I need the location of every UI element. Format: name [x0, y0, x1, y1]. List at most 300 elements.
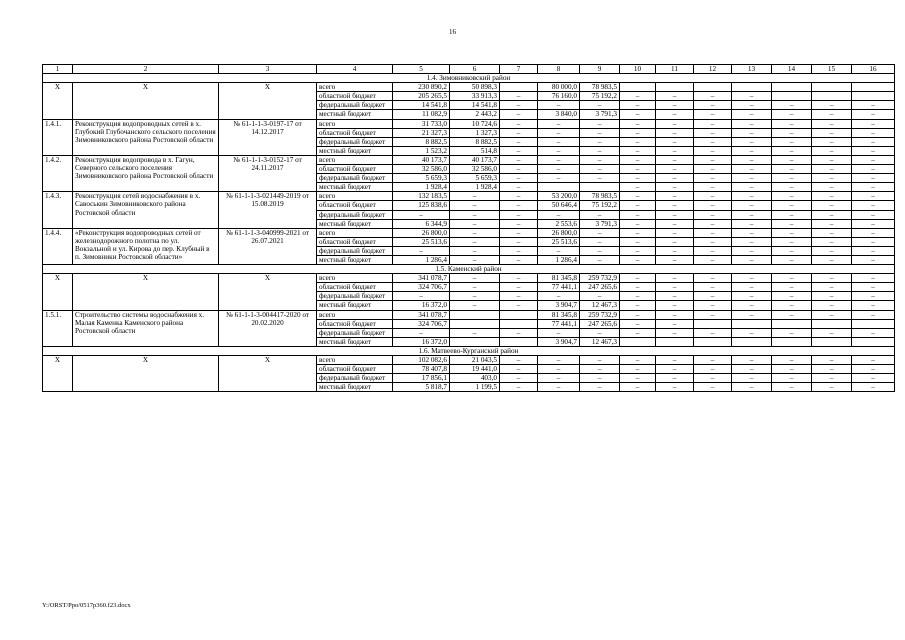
value-cell: 247 265,6	[580, 283, 620, 292]
value-cell: –	[694, 128, 732, 137]
column-number: 6	[450, 65, 500, 74]
value-cell: –	[812, 137, 852, 146]
value-cell: –	[620, 228, 656, 237]
value-cell: –	[620, 310, 656, 319]
value-cell: –	[852, 328, 895, 337]
value-cell: –	[538, 155, 580, 164]
value-cell: –	[656, 165, 694, 174]
value-cell: –	[656, 155, 694, 164]
value-cell: 75 192,2	[580, 92, 620, 101]
item-name: X	[73, 274, 219, 310]
value-cell: –	[620, 155, 656, 164]
value-cell: 1 286,4	[393, 255, 450, 264]
value-cell: –	[656, 192, 694, 201]
value-cell: 75 192,2	[580, 201, 620, 210]
value-cell: –	[620, 356, 656, 365]
value-cell: –	[812, 201, 852, 210]
value-cell: –	[812, 101, 852, 110]
section-row	[43, 265, 895, 274]
value-cell: 3 791,3	[580, 110, 620, 119]
value-cell: –	[538, 165, 580, 174]
value-cell: –	[694, 356, 732, 365]
value-cell: –	[694, 228, 732, 237]
value-cell: –	[812, 219, 852, 228]
value-cell: –	[500, 92, 538, 101]
item-document: № 61-1-1-3-040999-2021 от 26.07.2021	[219, 228, 317, 264]
value-cell: –	[772, 274, 812, 283]
value-cell: –	[852, 228, 895, 237]
value-cell: –	[656, 201, 694, 210]
funding-source: местный бюджет	[317, 219, 393, 228]
value-cell: 3 904,7	[538, 301, 580, 310]
value-cell: –	[732, 356, 772, 365]
value-cell: –	[852, 310, 895, 319]
item-number: 1.4.3.	[43, 192, 73, 228]
value-cell: –	[772, 101, 812, 110]
funding-source: федеральный бюджет	[317, 137, 393, 146]
value-cell	[580, 183, 620, 192]
value-cell	[694, 83, 732, 92]
value-cell: –	[620, 110, 656, 119]
column-number: 13	[732, 65, 772, 74]
value-cell: –	[580, 137, 620, 146]
value-cell	[772, 319, 812, 328]
value-cell: –	[812, 328, 852, 337]
value-cell: –	[580, 246, 620, 255]
value-cell: –	[500, 219, 538, 228]
column-number: 5	[393, 65, 450, 74]
value-cell: –	[580, 328, 620, 337]
section-row	[43, 346, 895, 355]
value-cell: –	[732, 137, 772, 146]
value-cell: –	[538, 365, 580, 374]
value-cell	[732, 83, 772, 92]
value-cell: 2 553,6	[538, 219, 580, 228]
value-cell: –	[500, 201, 538, 210]
value-cell: 16 372,0	[393, 337, 450, 346]
value-cell: 31 733,0	[393, 119, 450, 128]
value-cell: –	[694, 374, 732, 383]
value-cell: –	[732, 383, 772, 392]
value-cell: –	[450, 292, 500, 301]
table-row	[43, 228, 895, 237]
value-cell: –	[772, 183, 812, 192]
section-title: 1.4. Зимовниковский район	[43, 74, 895, 83]
value-cell: –	[500, 374, 538, 383]
column-number: 9	[580, 65, 620, 74]
value-cell: –	[852, 374, 895, 383]
file-path: Y:/ORST/Ppo/0517p360.f23.docx	[42, 602, 131, 609]
value-cell: 14 541,8	[393, 101, 450, 110]
value-cell: 21 327,3	[393, 128, 450, 137]
value-cell: –	[656, 92, 694, 101]
value-cell: 259 732,9	[580, 310, 620, 319]
item-document: № 61-1-1-3-021449-2019 от 15.08.2019	[219, 192, 317, 228]
value-cell: 81 345,8	[538, 310, 580, 319]
value-cell	[500, 310, 538, 319]
value-cell: –	[500, 228, 538, 237]
funding-source: всего	[317, 310, 393, 319]
value-cell: –	[656, 101, 694, 110]
funding-source: всего	[317, 155, 393, 164]
value-cell: 324 706,7	[393, 283, 450, 292]
value-cell: –	[538, 137, 580, 146]
value-cell: –	[538, 119, 580, 128]
value-cell: –	[500, 210, 538, 219]
value-cell: –	[580, 174, 620, 183]
value-cell: –	[620, 365, 656, 374]
value-cell: –	[852, 210, 895, 219]
funding-source: всего	[317, 356, 393, 365]
value-cell: –	[772, 201, 812, 210]
value-cell: –	[393, 328, 450, 337]
table-row	[43, 119, 895, 128]
value-cell: 1 523,2	[393, 146, 450, 155]
value-cell: –	[656, 210, 694, 219]
value-cell: 78 983,5	[580, 192, 620, 201]
column-number: 11	[656, 65, 694, 74]
value-cell: –	[852, 274, 895, 283]
value-cell: –	[450, 301, 500, 310]
value-cell: 230 890,2	[393, 83, 450, 92]
column-number: 15	[812, 65, 852, 74]
value-cell	[852, 83, 895, 92]
column-number: 1	[43, 65, 73, 74]
value-cell: –	[732, 228, 772, 237]
funding-source: местный бюджет	[317, 337, 393, 346]
value-cell: –	[852, 283, 895, 292]
value-cell: –	[812, 192, 852, 201]
funding-source: областной бюджет	[317, 128, 393, 137]
value-cell: –	[450, 192, 500, 201]
value-cell: 403,0	[450, 374, 500, 383]
section-title: 1.5. Каменский район	[43, 265, 895, 274]
table-row	[43, 192, 895, 201]
value-cell	[812, 92, 852, 101]
value-cell: 26 800,0	[538, 228, 580, 237]
value-cell: 125 838,6	[393, 201, 450, 210]
value-cell: –	[772, 310, 812, 319]
value-cell: –	[732, 110, 772, 119]
value-cell: –	[656, 383, 694, 392]
value-cell: –	[656, 374, 694, 383]
value-cell: –	[580, 292, 620, 301]
value-cell: –	[732, 201, 772, 210]
value-cell: –	[656, 228, 694, 237]
value-cell: –	[620, 137, 656, 146]
value-cell: 1 286,4	[538, 255, 580, 264]
funding-source: местный бюджет	[317, 110, 393, 119]
value-cell: –	[812, 246, 852, 255]
value-cell: 205 265,5	[393, 92, 450, 101]
value-cell: –	[393, 210, 450, 219]
value-cell: –	[580, 374, 620, 383]
value-cell: –	[450, 246, 500, 255]
value-cell: –	[812, 155, 852, 164]
value-cell: 78 407,8	[393, 365, 450, 374]
table-row	[43, 155, 895, 164]
value-cell: –	[732, 210, 772, 219]
value-cell: –	[500, 165, 538, 174]
value-cell: –	[500, 101, 538, 110]
item-number: X	[43, 356, 73, 392]
funding-source: федеральный бюджет	[317, 292, 393, 301]
value-cell: –	[772, 128, 812, 137]
value-cell: –	[772, 210, 812, 219]
funding-source: всего	[317, 228, 393, 237]
column-number: 3	[219, 65, 317, 74]
value-cell: –	[694, 255, 732, 264]
value-cell: –	[812, 365, 852, 374]
value-cell: –	[694, 183, 732, 192]
value-cell: –	[656, 310, 694, 319]
value-cell	[852, 337, 895, 346]
value-cell: 3 904,7	[538, 337, 580, 346]
item-name: «Реконструкция водопроводных сетей от железнодорожного полотна по ул. Вокзальной и ул. Кирова до пер. Клубный в п. Зимовники Ростовской области»	[73, 228, 219, 264]
value-cell: 17 856,1	[393, 374, 450, 383]
value-cell: –	[732, 246, 772, 255]
item-document: X	[219, 83, 317, 119]
value-cell: –	[732, 237, 772, 246]
funding-source: местный бюджет	[317, 255, 393, 264]
value-cell: –	[620, 292, 656, 301]
value-cell: –	[772, 174, 812, 183]
value-cell: –	[538, 328, 580, 337]
value-cell: –	[393, 246, 450, 255]
value-cell: –	[812, 183, 852, 192]
item-number: 1.4.4.	[43, 228, 73, 264]
value-cell: –	[694, 292, 732, 301]
value-cell: –	[732, 310, 772, 319]
value-cell	[772, 337, 812, 346]
value-cell	[694, 319, 732, 328]
value-cell: –	[694, 165, 732, 174]
value-cell: 6 344,9	[393, 219, 450, 228]
value-cell: –	[852, 128, 895, 137]
value-cell: –	[812, 383, 852, 392]
value-cell: –	[852, 119, 895, 128]
value-cell: 50 646,4	[538, 201, 580, 210]
value-cell: –	[852, 174, 895, 183]
value-cell: –	[852, 356, 895, 365]
value-cell: –	[852, 201, 895, 210]
value-cell: –	[500, 292, 538, 301]
value-cell: –	[852, 101, 895, 110]
value-cell: –	[620, 210, 656, 219]
table-row	[43, 83, 895, 92]
funding-source: областной бюджет	[317, 201, 393, 210]
value-cell: –	[538, 292, 580, 301]
funding-source: федеральный бюджет	[317, 210, 393, 219]
value-cell: –	[656, 183, 694, 192]
funding-source: федеральный бюджет	[317, 374, 393, 383]
value-cell: –	[656, 292, 694, 301]
value-cell: –	[656, 119, 694, 128]
value-cell: –	[694, 201, 732, 210]
value-cell: –	[656, 255, 694, 264]
table-row	[43, 274, 895, 283]
value-cell: 12 467,3	[580, 337, 620, 346]
value-cell: 2 443,2	[450, 110, 500, 119]
value-cell: –	[772, 292, 812, 301]
value-cell: –	[500, 183, 538, 192]
value-cell: 514,8	[450, 146, 500, 155]
value-cell: –	[656, 246, 694, 255]
page-number: 16	[449, 28, 456, 36]
value-cell: –	[450, 274, 500, 283]
value-cell: –	[812, 374, 852, 383]
value-cell: 33 913,3	[450, 92, 500, 101]
value-cell: –	[852, 383, 895, 392]
value-cell: –	[393, 292, 450, 301]
value-cell: 8 882,5	[393, 137, 450, 146]
value-cell: –	[772, 110, 812, 119]
value-cell	[450, 310, 500, 319]
value-cell: 1 928,4	[393, 183, 450, 192]
value-cell: –	[812, 356, 852, 365]
funding-source: местный бюджет	[317, 146, 393, 155]
value-cell: –	[732, 192, 772, 201]
value-cell: –	[500, 128, 538, 137]
value-cell: –	[812, 283, 852, 292]
value-cell: –	[656, 219, 694, 228]
value-cell: –	[656, 146, 694, 155]
funding-source: областной бюджет	[317, 283, 393, 292]
value-cell: –	[500, 137, 538, 146]
column-number: 16	[852, 65, 895, 74]
value-cell: –	[852, 301, 895, 310]
section-row	[43, 74, 895, 83]
value-cell: –	[538, 128, 580, 137]
value-cell: –	[812, 110, 852, 119]
value-cell: –	[500, 110, 538, 119]
value-cell: –	[732, 301, 772, 310]
value-cell: –	[580, 165, 620, 174]
value-cell: –	[852, 246, 895, 255]
value-cell: –	[772, 119, 812, 128]
value-cell: 50 898,3	[450, 83, 500, 92]
value-cell: –	[620, 383, 656, 392]
value-cell: –	[500, 301, 538, 310]
value-cell	[694, 337, 732, 346]
value-cell	[500, 83, 538, 92]
value-cell: –	[620, 201, 656, 210]
value-cell	[772, 92, 812, 101]
value-cell	[620, 337, 656, 346]
value-cell: –	[694, 328, 732, 337]
value-cell: –	[732, 365, 772, 374]
value-cell: –	[694, 365, 732, 374]
value-cell: 77 441,1	[538, 283, 580, 292]
value-cell: –	[620, 192, 656, 201]
value-cell: –	[620, 328, 656, 337]
value-cell	[812, 83, 852, 92]
value-cell: –	[812, 228, 852, 237]
value-cell: –	[656, 301, 694, 310]
funding-source: федеральный бюджет	[317, 328, 393, 337]
value-cell: 78 983,5	[580, 83, 620, 92]
value-cell: –	[694, 210, 732, 219]
value-cell: –	[694, 274, 732, 283]
value-cell: –	[620, 301, 656, 310]
value-cell: 25 513,6	[393, 237, 450, 246]
value-cell: –	[694, 283, 732, 292]
funding-source: федеральный бюджет	[317, 101, 393, 110]
value-cell: –	[620, 255, 656, 264]
table-row	[43, 356, 895, 365]
value-cell: –	[694, 219, 732, 228]
value-cell: 11 082,9	[393, 110, 450, 119]
value-cell	[620, 83, 656, 92]
item-document: № 61-1-1-3-0152-17 от 24.11.2017	[219, 155, 317, 191]
funding-source: всего	[317, 119, 393, 128]
item-number: X	[43, 274, 73, 310]
value-cell: –	[694, 383, 732, 392]
value-cell: 102 082,6	[393, 356, 450, 365]
value-cell: –	[772, 219, 812, 228]
funding-source: всего	[317, 274, 393, 283]
item-number: 1.4.1.	[43, 119, 73, 155]
value-cell	[656, 83, 694, 92]
value-cell: –	[694, 301, 732, 310]
value-cell	[500, 319, 538, 328]
value-cell	[656, 337, 694, 346]
value-cell: –	[580, 119, 620, 128]
funding-source: федеральный бюджет	[317, 174, 393, 183]
value-cell: –	[772, 356, 812, 365]
column-number: 8	[538, 65, 580, 74]
value-cell	[538, 183, 580, 192]
value-cell: 341 078,7	[393, 310, 450, 319]
value-cell: –	[732, 374, 772, 383]
value-cell: –	[500, 328, 538, 337]
value-cell: –	[450, 219, 500, 228]
value-cell: 324 706,7	[393, 319, 450, 328]
value-cell: 21 043,5	[450, 356, 500, 365]
funding-source: всего	[317, 83, 393, 92]
value-cell: –	[732, 219, 772, 228]
value-cell: 32 586,0	[450, 165, 500, 174]
value-cell: 77 441,1	[538, 319, 580, 328]
value-cell: –	[500, 274, 538, 283]
value-cell: –	[620, 146, 656, 155]
value-cell: 19 441,0	[450, 365, 500, 374]
value-cell: 40 173,7	[450, 155, 500, 164]
value-cell: –	[450, 201, 500, 210]
value-cell: –	[538, 383, 580, 392]
value-cell: –	[620, 128, 656, 137]
value-cell: –	[812, 301, 852, 310]
column-number: 7	[500, 65, 538, 74]
header-row	[43, 65, 895, 74]
value-cell	[812, 337, 852, 346]
value-cell: –	[732, 283, 772, 292]
funding-source: областной бюджет	[317, 365, 393, 374]
value-cell: –	[732, 183, 772, 192]
value-cell: –	[500, 119, 538, 128]
value-cell: –	[732, 255, 772, 264]
value-cell: –	[732, 146, 772, 155]
value-cell: –	[538, 174, 580, 183]
value-cell: –	[450, 237, 500, 246]
value-cell: –	[620, 246, 656, 255]
value-cell: –	[852, 137, 895, 146]
value-cell: –	[620, 374, 656, 383]
value-cell: 5 659,3	[393, 174, 450, 183]
value-cell: 1 199,5	[450, 383, 500, 392]
value-cell: –	[694, 119, 732, 128]
value-cell: –	[772, 155, 812, 164]
